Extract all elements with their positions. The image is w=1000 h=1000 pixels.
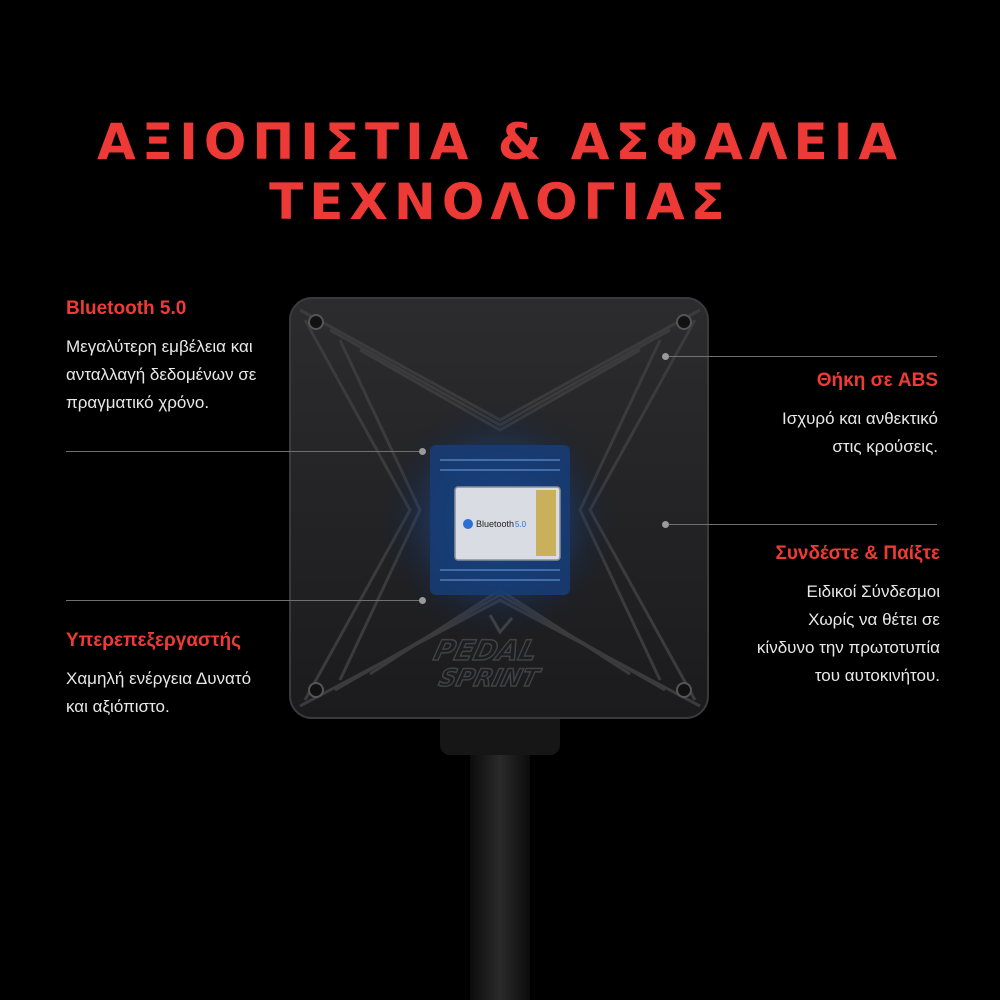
feature-heading: Θήκη σε ABS bbox=[816, 370, 938, 391]
feature-text-line: πραγματικό χρόνο. bbox=[66, 393, 210, 412]
feature-text-line: Ισχυρό και ανθεκτικό bbox=[781, 409, 938, 428]
connector-dot-2 bbox=[662, 353, 669, 360]
feature-abs-case bbox=[690, 367, 938, 461]
connector-dot-1 bbox=[419, 448, 426, 455]
connector-line-2 bbox=[667, 356, 937, 357]
chip-label: Bluetooth bbox=[476, 519, 515, 529]
brand-line-1: PEDAL bbox=[430, 634, 542, 667]
feature-heading: Bluetooth 5.0 bbox=[66, 298, 187, 319]
bluetooth-icon bbox=[463, 519, 473, 529]
connector-dot-3 bbox=[662, 521, 669, 528]
feature-text-line: Χαμηλή ενέργεια Δυνατό bbox=[66, 669, 252, 688]
feature-bluetooth bbox=[66, 295, 316, 417]
feature-heading: Υπερεπεξεργαστής bbox=[66, 630, 242, 651]
title-line-1: ΑΞΙΟΠΙΣΤΙΑ & ΑΣΦΑΛΕΙΑ bbox=[96, 113, 904, 171]
bluetooth-chip bbox=[455, 487, 560, 560]
connector-line-3 bbox=[667, 524, 937, 525]
cable bbox=[470, 740, 530, 1000]
feature-text-line: κίνδυνο την πρωτοτυπία bbox=[756, 638, 940, 657]
connector-line-4 bbox=[66, 600, 421, 601]
feature-text-line: Μεγαλύτερη εμβέλεια και bbox=[66, 337, 253, 356]
feature-processor bbox=[66, 627, 306, 721]
feature-heading: Συνδέστε & Παίξτε bbox=[775, 543, 940, 564]
feature-text-line: του αυτοκινήτου. bbox=[814, 666, 940, 685]
feature-text-line: στις κρούσεις. bbox=[832, 437, 938, 456]
feature-text-line: ανταλλαγή δεδομένων σε bbox=[66, 365, 257, 384]
feature-plug-and-play bbox=[690, 540, 940, 690]
connector-dot-4 bbox=[419, 597, 426, 604]
brand-line-2: SPRINT bbox=[436, 663, 542, 692]
title-line-2: ΤΕΧΝΟΛΟΓΙΑΣ bbox=[269, 173, 731, 231]
chip-version: 5.0 bbox=[515, 520, 527, 529]
feature-text-line: Χωρίς να θέτει σε bbox=[808, 610, 940, 629]
feature-text-line: και αξιόπιστο. bbox=[66, 697, 170, 716]
feature-text-line: Ειδικοί Σύνδεσμοι bbox=[806, 582, 940, 601]
connector-line-1 bbox=[66, 451, 421, 452]
